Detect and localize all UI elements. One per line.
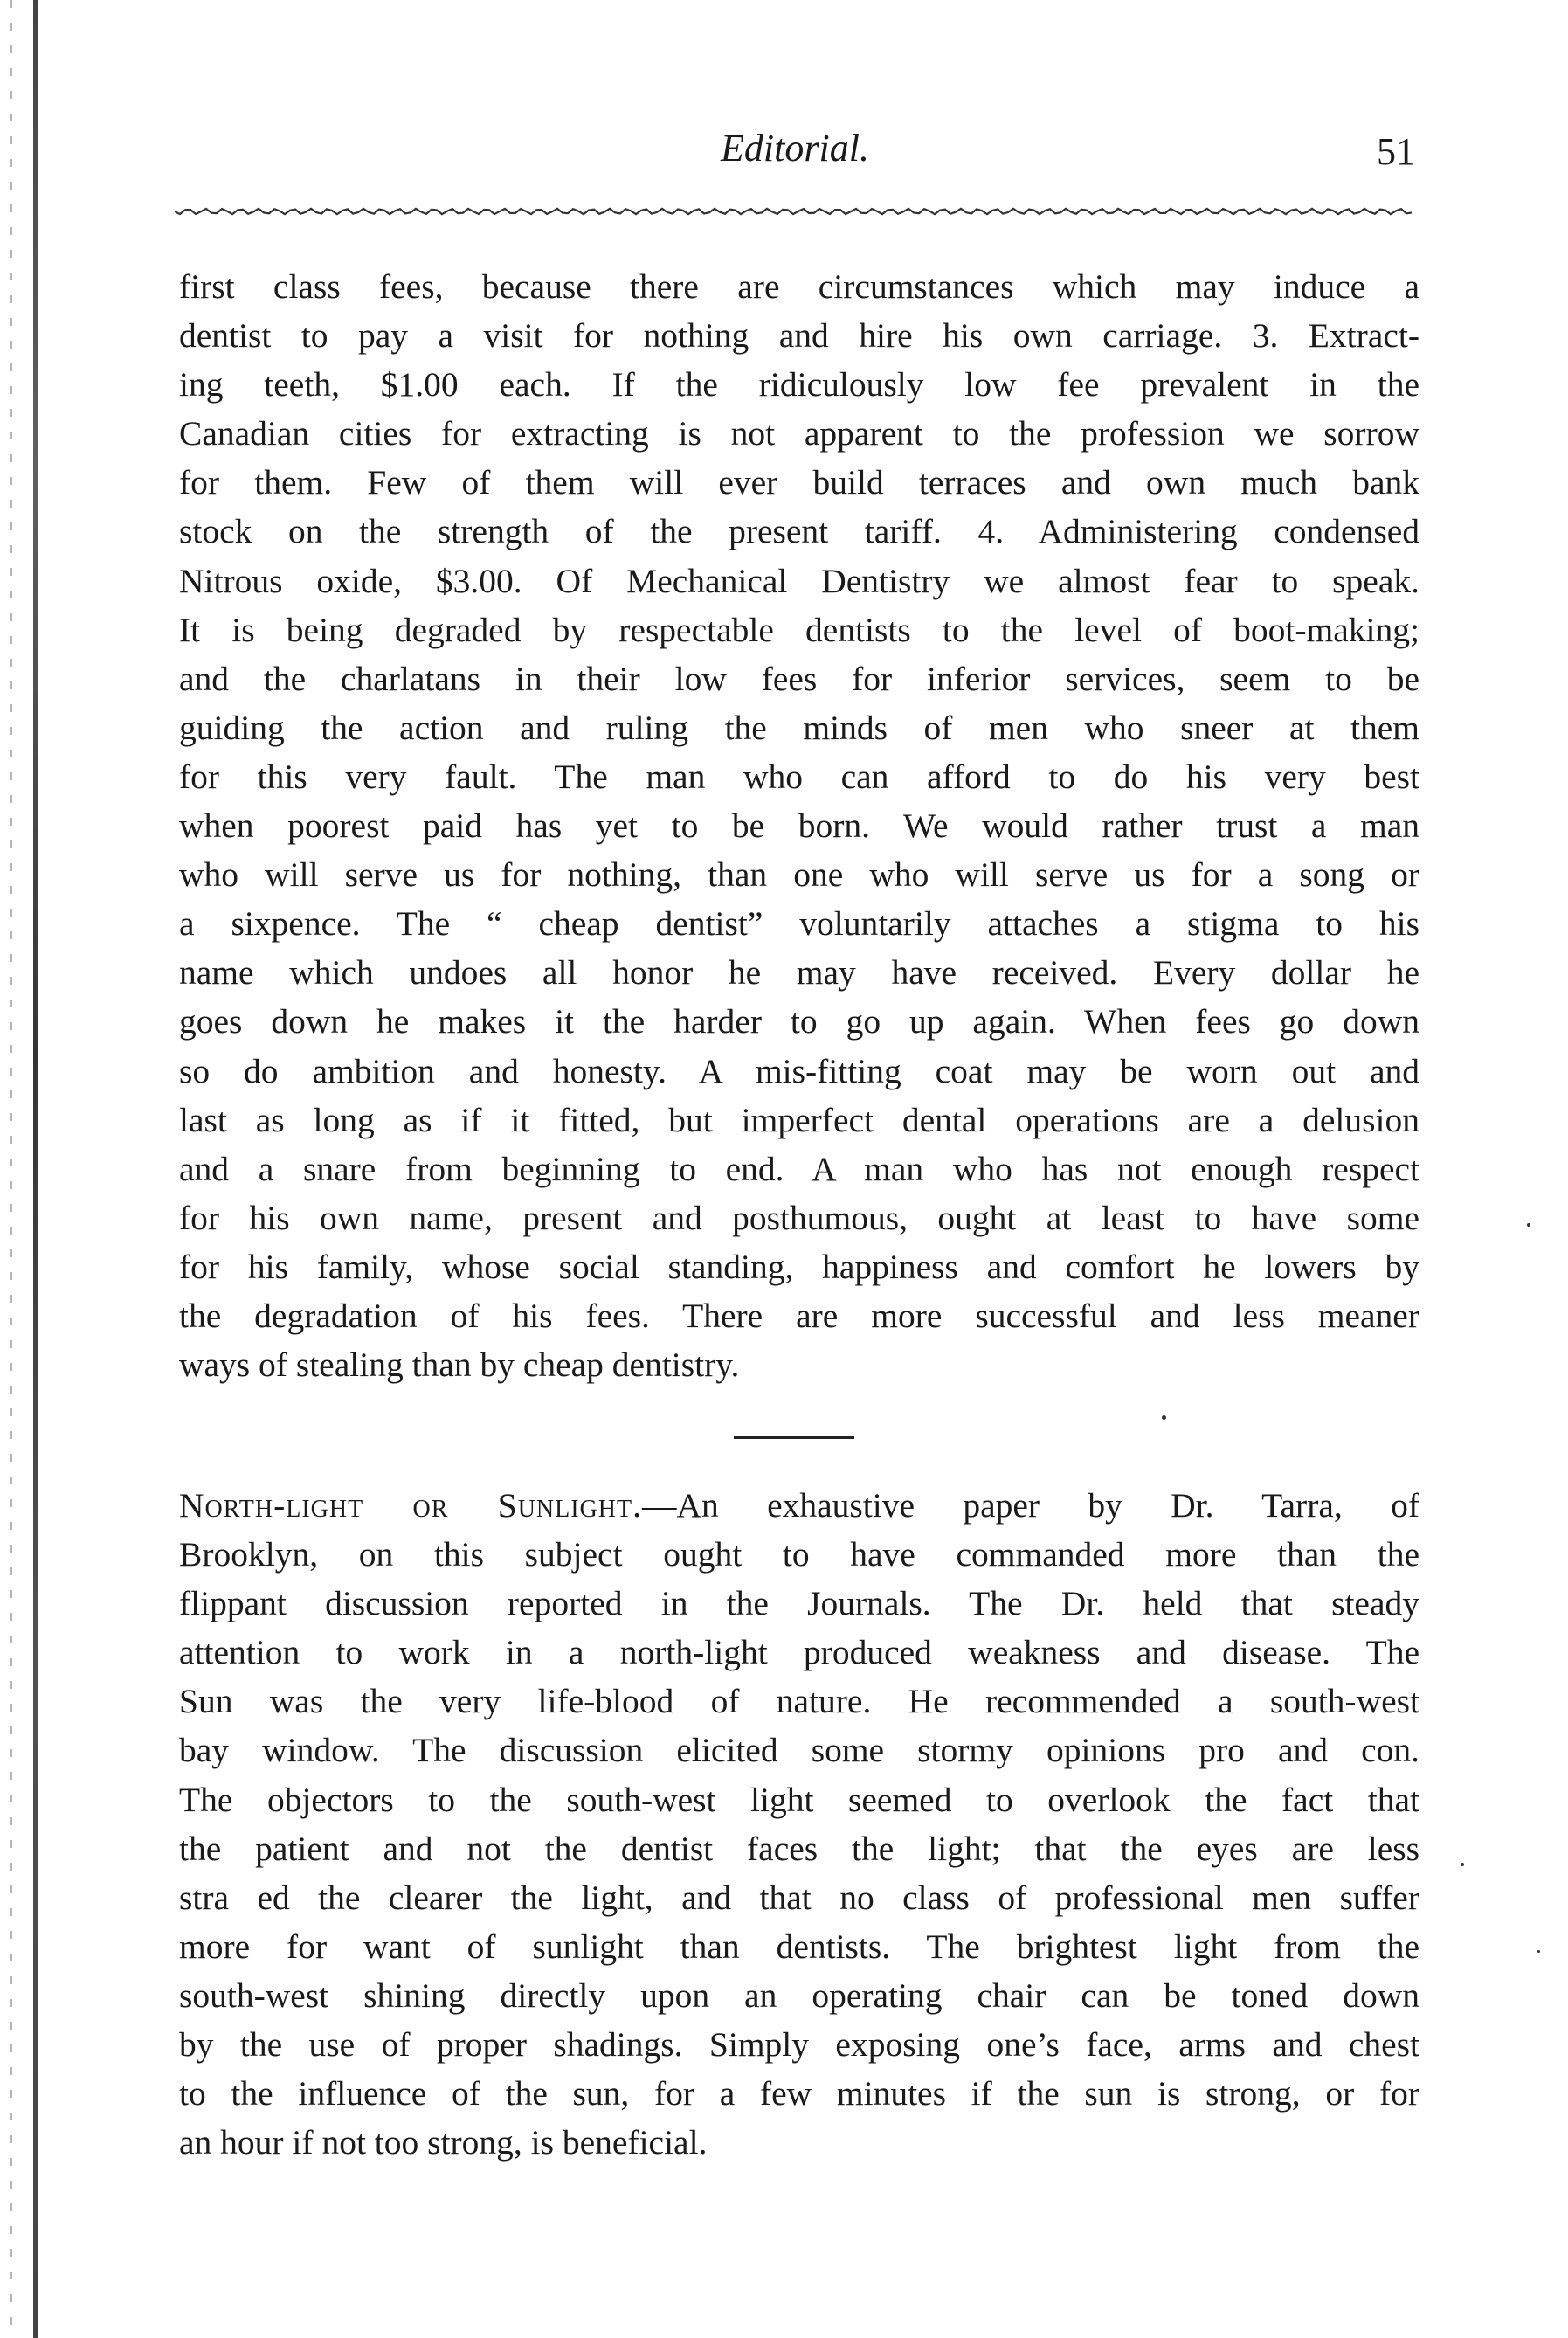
text-line: goes down he makes it the harder to go up again. When fees go down [179,1002,1419,1041]
text-line: The objectors to the south-west light seemed to overlook the fact that [179,1780,1419,1819]
text-line: a sixpence. The “ cheap dentist” voluntarily attaches a stigma to his [179,904,1419,944]
text-line: first class fees, because there are circumstances which may induce a [179,267,1419,306]
text-line: It is being degraded by respectable dentists to the level of boot-making; [179,610,1419,649]
running-head [175,124,1415,176]
text-line: guiding the action and ruling the minds of men who sneer at them [179,708,1419,747]
text-line: last as long as if it fitted, but imperfect dental operations are a delusion [179,1100,1419,1139]
text-line: Nitrous oxide, $3.00. Of Mechanical Dentistry we almost fear to speak. [179,561,1419,600]
print-speck [1461,1863,1464,1866]
print-speck [1162,1415,1166,1420]
text-line: stock on the strength of the present tariff. 4. Administering condensed [179,512,1419,551]
text-line: to the influence of the sun, for a few minutes if the sun is strong, or for [179,2074,1419,2113]
text-line: stra ed the clearer the light, and that no class of professional men suffer [179,1878,1419,1917]
text-line: attention to work in a north-light produced weakness and disease. The [179,1633,1419,1672]
paragraph-1 [179,262,1419,1389]
text-line: and the charlatans in their low fees for inferior services, seem to be [179,659,1419,698]
paragraph-2-first-line [179,1481,1419,1530]
text-line: the degradation of his fees. There are more successful and less meaner [179,1296,1419,1335]
text-line: ways of stealing than by cheap dentistry. [179,1345,740,1385]
paragraph-2 [179,1481,1419,2167]
binding-edge-marks [10,0,12,2338]
section-heading-continuation: —An exhaustive paper by Dr. Tarra, of [641,1486,1419,1525]
text-line: Sun was the very life-blood of nature. He recommended a south-west [179,1682,1419,1721]
text-line: for his own name, present and posthumous, ought at least to have some [179,1198,1419,1237]
text-line: the patient and not the dentist faces the light; that the eyes are less [179,1829,1419,1868]
header-wavy-rule [175,203,1415,220]
text-line: so do ambition and honesty. A mis-fitting coat may be worn out and [179,1051,1419,1090]
text-line: who will serve us for nothing, than one who will serve us for a song or [179,855,1419,895]
text-line: south-west shining directly upon an operating chair can be toned down [179,1975,1419,2015]
running-title: Editorial. [721,127,869,169]
text-line: Brooklyn, on this subject ought to have commanded more than the [179,1535,1419,1574]
text-line: name which undoes all honor he may have received. Every dollar he [179,953,1419,993]
text-line: by the use of proper shadings. Simply exposing one’s face, arms and chest [179,2025,1419,2065]
section-heading: North-light or Sunlight. [179,1486,642,1525]
print-speck [1527,1223,1530,1227]
text-line: when poorest paid has yet to be born. We would rather trust a man [179,806,1419,846]
text-line: more for want of sunlight than dentists. The brightest light from the [179,1926,1419,1966]
text-line: bay window. The discussion elicited some stormy opinions pro and con. [179,1731,1419,1770]
text-line: ing teeth, $1.00 each. If the ridiculously low fee prevalent in the [179,365,1419,405]
text-line: for them. Few of them will ever build terraces and own much bank [179,463,1419,502]
text-line: an hour if not too strong, is beneficial. [179,2123,708,2162]
page-number: 51 [1377,130,1415,173]
text-line: and a snare from beginning to end. A man who has not enough respect [179,1149,1419,1188]
text-line: for his family, whose social standing, happiness and comfort he lowers by [179,1247,1419,1286]
text-line: flippant discussion reported in the Journals. The Dr. held that steady [179,1584,1419,1623]
text-line: dentist to pay a visit for nothing and hire his own carriage. 3. Extract- [179,316,1419,356]
text-line: for this very fault. The man who can afford to do his very best [179,757,1419,796]
print-speck [1537,1950,1540,1953]
binding-edge [33,0,38,2338]
section-divider-rule [734,1436,854,1439]
text-line: Canadian cities for extracting is not apparent to the profession we sorrow [179,414,1419,453]
